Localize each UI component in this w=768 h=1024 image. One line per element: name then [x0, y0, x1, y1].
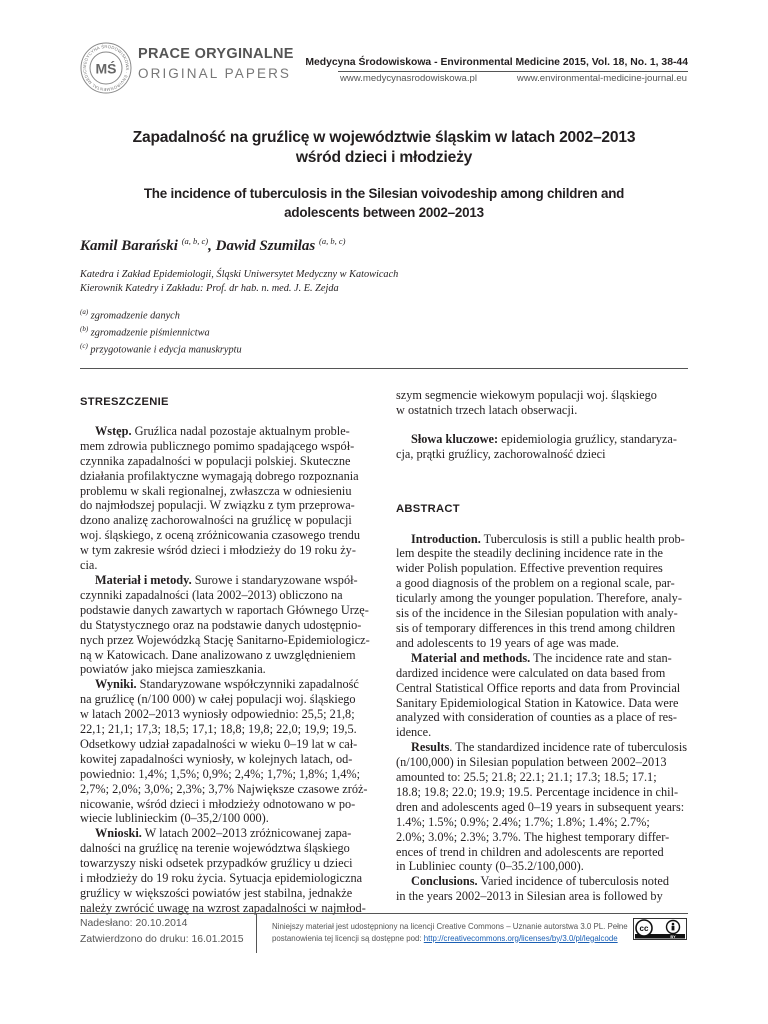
section-label-en: ORIGINAL PAPERS	[138, 66, 292, 81]
author-contributions	[80, 306, 242, 357]
license-link[interactable]: http://creativecommons.org/licenses/by/3.0/pl/legalcode	[423, 933, 618, 943]
column-left	[80, 395, 372, 916]
header-rule	[338, 71, 688, 72]
journal-citation: Medycyna Środowiskowa - Environmental Medicine 2015, Vol. 18, No. 1, 38-44	[305, 57, 688, 68]
keywords-polish: Słowa kluczowe: epidemiologia gruźlicy, standaryza- cja, prątki gruźlicy, zachorowalność dzieci	[396, 431, 677, 461]
contribution-item: $^{(a)}$ zgromadzenie danych	[80, 308, 180, 322]
affiliation: Katedra i Zakład Epidemiologii, Śląski Uniwersytet Medyczny w Katowicach Kierownik Katedry i Zakładu: Prof. dr hab. n. med. J. E. Zejda	[80, 269, 399, 294]
paragraph-results: Results. The standardized incidence rate of tuberculosis (n/100,000) in Silesian population between 2002–2013 amounted to: 25.5; 21.8; 22.1; 21.1; 17.3; 18.5; 17.1; 18.8; 19.8; 22.0; 19.9; 19.5. Percentage incidence in chil- dren and adolescents aged 0–19 years in subsequent years: 1.4%; 1.5%; 0.9%; 2.4%; 1.7%; 1.8%; 1.4%; 2.7%; 2.0%; 3.0%; 2.3%; 3.7%. The highest temporary differ- ences of trend in children and adolescents are reported in Lubliniec county (0–35.2/100,000).	[396, 740, 688, 874]
paragraph-wstep: Wstęp. Gruźlica nadal pozostaje aktualnym proble- mem zdrowia publicznego pomimo spadającego współ- czynnika zapadalności w populacji polskiej. Skuteczne działania profilaktyczne wymagają dobrego rozpoznania problemu w skali regionalnej, zwłaszcza w odniesieniu do najmłodszej populacji. W związku z tym przeprowa- dzono analizę zachorowalności na gruźlicę w populacji woj. śląskiego, z oceną zróżnicowania czasowego trendu w tym zakresie wśród dzieci i młodzieży do 19 roku ży- cia.	[80, 423, 360, 573]
title-english: The incidence of tuberculosis in the Silesian voivodeship among children and adolescents between 2002–2013	[143, 186, 625, 220]
section-divider	[80, 368, 688, 369]
author-superscript: (a, b, c)	[181, 236, 209, 246]
logo-ring-text: MEDYCYNA ŚRODOWISKOWA · ENVIRONMENTAL MEDICI	[81, 43, 131, 93]
footer-divider	[256, 913, 257, 953]
author-name: Kamil Barański	[80, 238, 178, 254]
section-label-pl: PRACE ORYGINALNE	[138, 46, 294, 62]
contribution-item: $^{(c)}$ przygotowanie i edycja manuskryptu	[80, 341, 242, 356]
paragraph-wyniki: Wyniki. Standaryzowane współczynniki zapadalność na gruźlicę (n/100 000) w całej populacji woj. śląskiego w latach 2002–2013 wyniosły odpowiednio: 25,5; 21,8; 22,1; 21,1; 17,3; 18,5; 17,1; 18,8; 19,8; 22,0; 19,9; 19,5. Odsetkowy udział zapadalności w wieku 0–19 lat w cał- kowitej zapadalności wyniosły, w kolejnych latach, od- powiednio: 1,4%; 1,5%; 0,9%; 2,4%; 1,7%; 1,8%; 1,4%; 2,7%; 2,0%; 3,0%; 2,3%; 3,7% Największe czasowe zróż- nicowanie, wśród dzieci i młodzieży odnotowano w po- wiecie lublinieckim (0–35,2/100 000).	[80, 677, 368, 826]
submission-dates	[80, 916, 243, 948]
paragraph-methods: Material and methods. The incidence rate and stan- dardized incidence were calculated on data based from Central Statistical Office reports and data from Provincial Sanitary Epidemiological Station in Katowice. Data were analyzed with consideration of counties as a place of res- idence.	[396, 650, 681, 740]
journal-logo	[80, 42, 132, 94]
svg-text:BY: BY	[670, 934, 676, 939]
journal-url-en[interactable]: www.environmental-medicine-journal.eu	[516, 73, 687, 84]
accepted-date: Zatwierdzono do druku: 16.01.2015	[80, 934, 244, 945]
title-polish: Zapadalność na gruźlicę w województwie śląskim w latach 2002–2013 wśród dzieci i młodzieży	[132, 129, 636, 166]
paragraph-wnioski: Wnioski. W latach 2002–2013 zróżnicowanej zapa- dalności na gruźlicę na terenie województwa śląskiego towarzyszy niski odsetek przypadków gruźlicy u dzieci i młodzieży do 19 roku życia. Sytuacja epidemiologiczna gruźlicy w większości powiatów jest stabilna, jednakże należy zwrócić uwagę na wzrost zapadalności w najmłod-	[80, 826, 366, 915]
paragraph-introduction: Introduction. Tuberculosis is still a public health prob- lem despite the steadily declining incidence rate in the wider Polish population. Effective prevention requires a good diagnosis of the problem on a regional scale, par- ticularly among the younger population. Therefore, analy- sis of the incidence in the Silesian population with analy- sis of temporary differences in this trend among children and adolescents to 19 years of age was made.	[396, 531, 685, 650]
footer-rule	[80, 913, 688, 914]
paragraph-metody: Materiał i metody. Surowe i standaryzowane współ- czynniki zapadalności (lata 2002–2013) obliczono na podstawie danych zawartych w raportach Głównego Urzę- du Statystycznego oraz na podstawie danych udostępnio- nych przez Wojewódzką Stację Sanitarno-Epidemiologicz- ną w Katowicach. Dane analizowano z uwzględnieniem powiatów jako miejsca zamieszkania.	[80, 572, 370, 677]
cc-by-badge[interactable]	[633, 918, 687, 940]
authors: Kamil Barański $^{(a, b, c)}$, Dawid Szumilas $^{(a, b, c)}$	[80, 236, 346, 254]
column-right	[396, 388, 688, 904]
paragraph-conclusions: Conclusions. Varied incidence of tuberculosis noted in the years 2002–2013 in Silesian area is followed by	[396, 874, 669, 904]
contribution-item: $^{(b)}$ zgromadzenie piśmiennictwa	[80, 324, 210, 339]
logo-monogram: MŚ	[95, 60, 117, 77]
license-notice: Niniejszy materiał jest udostępniony na licencji Creative Commons – Uznanie autorstwa 3.0 PL. Pełne postanowienia tej licencji są dostępne pod: http://creativecommons.org/licenses/by/3.0/pl/legalcode	[272, 922, 628, 943]
heading-abstract: ABSTRACT	[396, 502, 460, 515]
author-superscript: (a, b, c)	[319, 236, 346, 246]
svg-text:cc: cc	[639, 923, 649, 933]
author-name: Dawid Szumilas	[215, 238, 316, 254]
journal-url-pl[interactable]: www.medycynasrodowiskowa.pl	[340, 73, 478, 84]
paragraph-continued: szym segmencie wiekowym populacji woj. śląskiego w ostatnich trzech latach obserwacji.	[396, 388, 657, 417]
received-date: Nadesłano: 20.10.2014	[80, 918, 188, 929]
heading-streszczenie: STRESZCZENIE	[80, 396, 169, 408]
